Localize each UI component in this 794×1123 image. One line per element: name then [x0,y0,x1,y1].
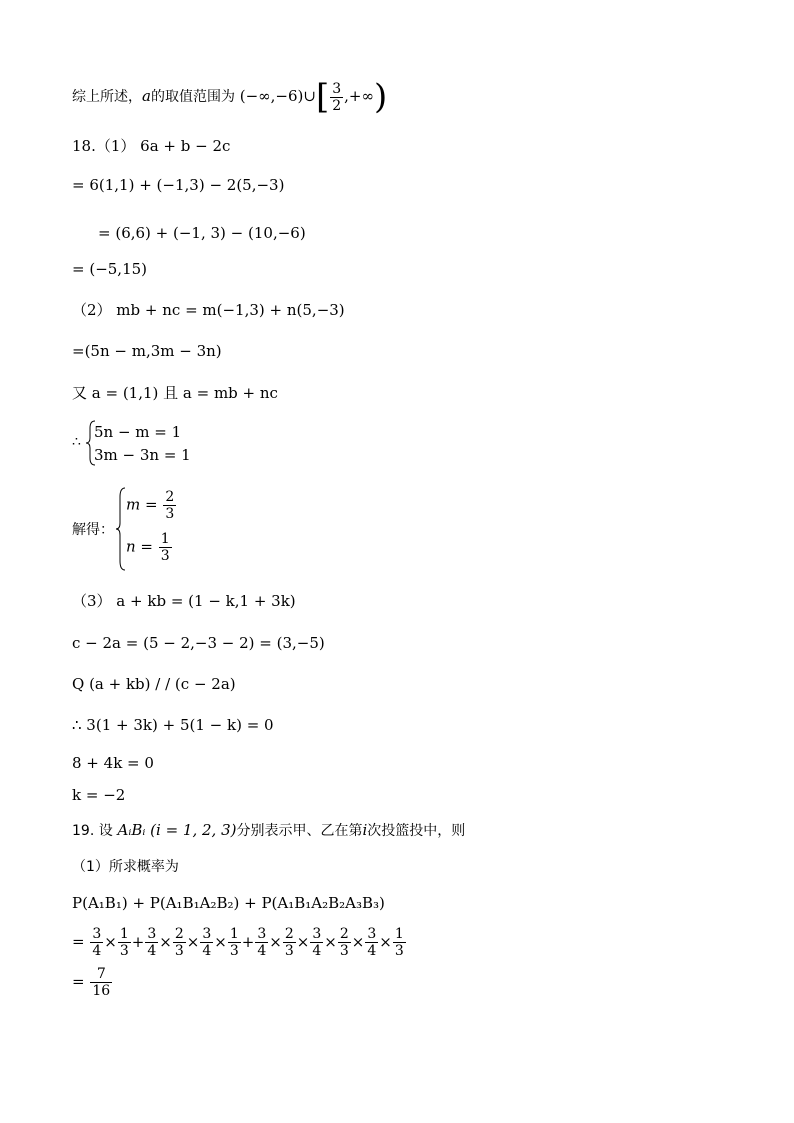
frac-num: 7 [90,966,112,983]
frac-den: 4 [367,943,377,959]
eq-line: = (6,6) + (−1, 3) − (10,−6) [98,224,306,242]
frac-num: 2 [165,489,175,505]
eq-line: 又 a = (1,1) 且 a = mb + nc [72,384,278,402]
result-line [72,966,113,999]
frac-den: 4 [257,943,267,959]
product [89,926,406,959]
fraction [310,926,323,959]
eq-line: c − 2a = (5 − 2,−3 − 2) = (3,−5) [72,634,325,652]
equation-system [72,420,192,466]
frac-den: 3 [174,943,184,959]
frac-num: 1 [119,926,129,942]
var-i: i [362,821,368,839]
operator: × [159,932,172,951]
text: 分别表示甲、乙在第 [236,823,363,839]
q18-part2: （2） mb + nc = m(−1,3) + n(5,−3) [72,301,345,319]
frac-den: 16 [92,983,111,999]
frac-num: 3 [92,926,102,942]
solution-n [126,531,173,564]
frac-num: 1 [394,926,404,942]
fraction [173,926,186,959]
therefore-symbol: ∴ [72,434,81,450]
fraction [200,926,213,959]
operator: × [379,932,392,951]
frac-den: 3 [160,548,170,564]
fraction [330,81,343,114]
operator: × [269,932,282,951]
fraction [90,926,103,959]
frac-den: 3 [394,943,404,959]
q19-intro [72,819,465,842]
equation: 3m − 3n = 1 [94,446,191,464]
eq-line: Q (a + kb) / / (c − 2a) [72,675,236,693]
operator: × [351,932,365,951]
operator: × [296,932,310,951]
equals: = [72,972,85,991]
brace-icon [116,487,126,571]
frac-num: 2 [174,926,184,942]
fraction [159,531,172,564]
fraction [283,926,296,959]
operator: + [241,932,255,951]
fraction [145,926,158,959]
fraction [255,926,268,959]
operator: × [214,932,227,951]
interval-1: (−∞,−6)∪ [239,87,316,105]
frac-num: 3 [147,926,157,942]
operator: × [104,932,117,951]
solution-system [72,487,212,571]
frac-den: 3 [165,506,175,522]
text: m = [126,495,158,514]
frac-num: 3 [367,926,377,942]
operator: × [186,932,200,951]
conclusion-line [72,77,388,117]
math: AᵢBᵢ (i = 1, 2, 3) [117,821,237,839]
bracket: [ [315,77,330,117]
frac-num: 3 [312,926,322,942]
operator: × [324,932,337,951]
fraction [228,926,241,959]
frac-den: 3 [119,943,129,959]
operator: + [131,932,145,951]
fraction [90,966,112,999]
text: 次投篮投中，则 [367,823,466,839]
frac-den: 4 [147,943,157,959]
text: 综上所述， [72,89,142,105]
frac-den: 2 [332,97,342,114]
text: 的取值范围为 [150,89,235,105]
frac-den: 3 [339,943,349,959]
frac-num: 2 [339,926,349,942]
frac-num: 3 [332,80,342,97]
fraction [163,489,176,522]
eq-line: ∴ 3(1 + 3k) + 5(1 − k) = 0 [72,716,274,734]
frac-num: 1 [160,531,170,547]
fraction [393,926,406,959]
interval-2: ,+∞ [344,87,374,105]
product-line [72,926,407,959]
frac-den: 4 [312,943,322,959]
frac-num: 1 [229,926,239,942]
eq-line: 8 + 4k = 0 [72,754,154,772]
fraction [118,926,131,959]
fraction [365,926,378,959]
eq-line: = 6(1,1) + (−1,3) − 2(5,−3) [72,176,285,194]
q18-part3: （3） a + kb = (1 − k,1 + 3k) [72,592,296,610]
text: n = [126,537,153,556]
frac-num: 2 [284,926,294,942]
frac-den: 3 [229,943,239,959]
eq-line: =(5n − m,3m − 3n) [72,342,222,360]
fraction [338,926,351,959]
q19-part1: （1）所求概率为 [72,859,179,875]
q18-part1: 18.（1） 6a + b − 2c [72,137,231,155]
eq-line: P(A₁B₁) + P(A₁B₁A₂B₂) + P(A₁B₁A₂B₂A₃B₃) [72,894,385,912]
equals: = [72,932,85,951]
var-a: a [142,87,151,105]
frac-den: 4 [92,943,102,959]
frac-num: 3 [202,926,212,942]
text: 19. 设 [72,823,113,839]
solution-m [126,489,177,522]
text: 解得： [72,522,114,538]
frac-den: 4 [202,943,212,959]
paren: ) [373,77,388,117]
eq-line: = (−5,15) [72,260,148,278]
equation: 5n − m = 1 [94,423,182,441]
frac-num: 3 [257,926,267,942]
eq-line: k = −2 [72,786,126,804]
frac-den: 3 [284,943,294,959]
